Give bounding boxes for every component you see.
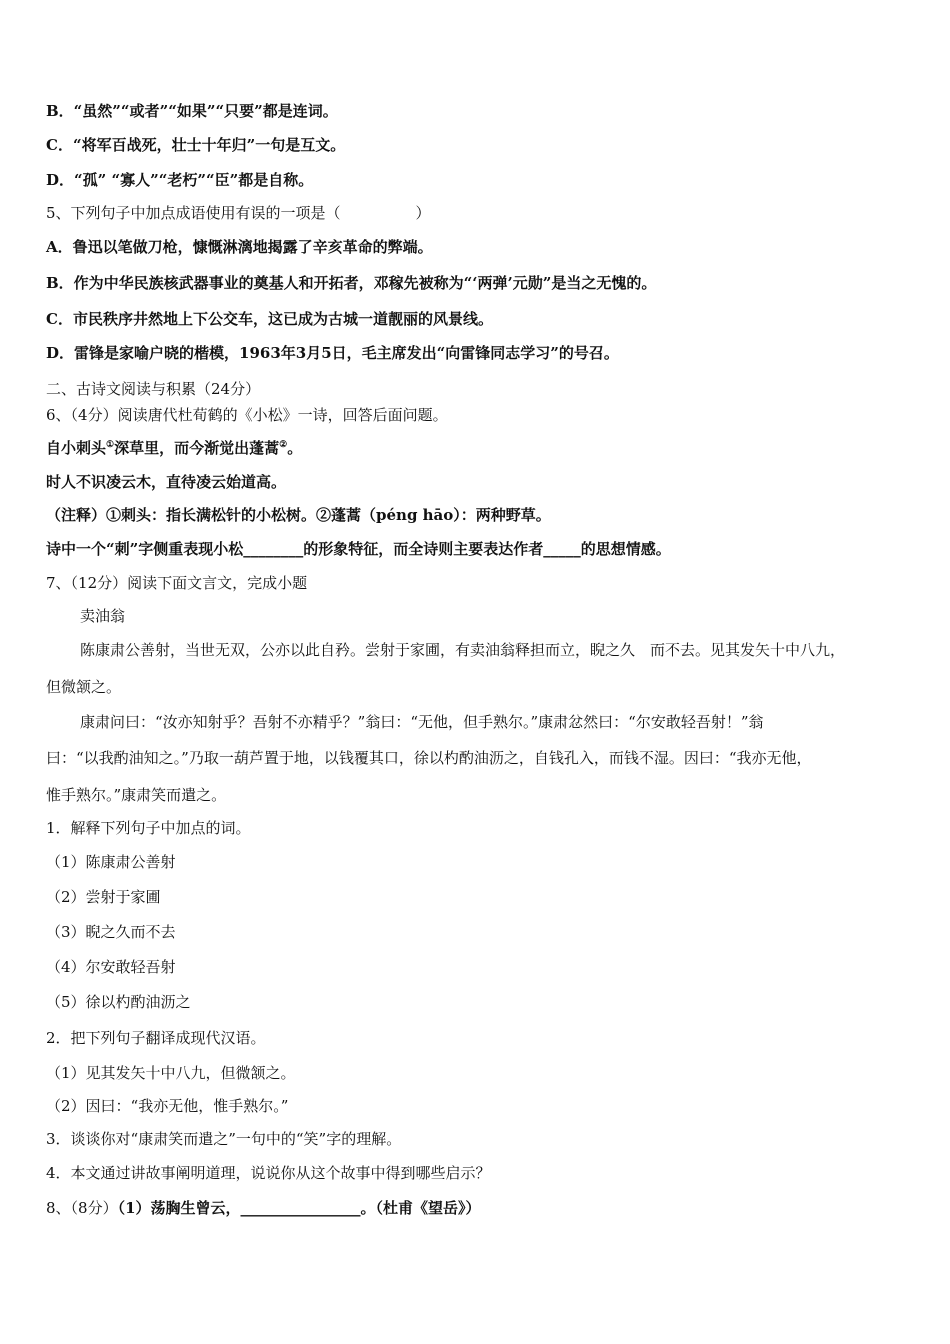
q7-passage-p1-line2: 但微颔之。 <box>46 678 122 696</box>
q7-sub1: 1．解释下列句子中加点的词。 <box>46 819 251 837</box>
q6-stem: 6、（4分）阅读唐代杜荀鹤的《小松》一诗，回答后面问题。 <box>46 406 448 424</box>
q8-line: 8、（8分）（1）荡胸生曾云，________________。（杜甫《望岳》） <box>46 1199 481 1217</box>
q7-passage-p1-line1: 陈康肃公善射，当世无双，公亦以此自矜。尝射于家圃，有卖油翁释担而立，睨之久 而不去。见其发矢十中八九， <box>80 641 846 659</box>
section2-title: 二、古诗文阅读与积累（24分） <box>46 380 261 398</box>
q5-option-a: A．鲁迅以笔做刀枪，慷慨淋漓地揭露了辛亥革命的弊端。 <box>46 238 433 256</box>
q4-option-b: B．“虽然”“或者”“如果”“只要”都是连词。 <box>46 102 338 120</box>
q7-sub2-item: （1）见其发矢十中八九，但微颔之。 <box>46 1064 296 1082</box>
q7-sub1-item: （2）尝射于家圃 <box>46 888 161 906</box>
q6-poem-line1: 自小刺头①深草里，而今渐觉出蓬蒿②。 <box>46 439 303 457</box>
q6-poem-line2: 时人不识凌云木，直待凌云始道高。 <box>46 473 287 491</box>
q5-option-c: C．市民秩序井然地上下公交车，这已成为古城一道靓丽的风景线。 <box>46 310 493 328</box>
q6-note: （注释）①刺头：指长满松针的小松树。②蓬蒿（péng hāo）：两种野草。 <box>46 506 551 524</box>
q7-passage-p2-line3: 惟手熟尔。”康肃笑而遣之。 <box>46 786 227 804</box>
q5-option-b: B．作为中华民族核武器事业的奠基人和开拓者，邓稼先被称为“‘两弹’元勋”是当之无愧的。 <box>46 274 657 292</box>
q7-passage-p2-line2: 曰：“以我酌油知之。”乃取一葫芦置于地，以钱覆其口，徐以杓酌油沥之，自钱孔入，而钱不湿。因曰：“我亦无他， <box>46 749 812 767</box>
q5-stem: 5、下列句子中加点成语使用有误的一项是（ ） <box>46 204 431 222</box>
q7-passage-p2-line1: 康肃问曰：“汝亦知射乎？吾射不亦精乎？”翁曰：“无他，但手熟尔。”康肃忿然曰：“尔安敢轻吾射！”翁 <box>80 713 764 731</box>
q5-option-d: D．雷锋是家喻户晓的楷模，1963年3月5日，毛主席发出“向雷锋同志学习”的号召。 <box>46 344 619 362</box>
q7-sub4: 4．本文通过讲故事阐明道理，说说你从这个故事中得到哪些启示？ <box>46 1164 491 1182</box>
q7-sub1-item: （4）尔安敢轻吾射 <box>46 958 176 976</box>
q7-sub2-item: （2）因曰：“我亦无他，惟手熟尔。” <box>46 1097 289 1115</box>
q7-sub1-item: （3）睨之久而不去 <box>46 923 176 941</box>
q7-stem: 7、（12分）阅读下面文言文，完成小题 <box>46 574 308 592</box>
q7-sub1-item: （5）徐以杓酌油沥之 <box>46 993 191 1011</box>
q4-option-d: D．“孤” “寡人”“老朽”“臣”都是自称。 <box>46 171 314 189</box>
q7-sub2: 2．把下列句子翻译成现代汉语。 <box>46 1029 266 1047</box>
q4-option-c: C．“将军百战死，壮士十年归”一句是互文。 <box>46 136 346 154</box>
q6-question: 诗中一个“刺”字侧重表现小松________的形象特征，而全诗则主要表达作者_____的思想情感。 <box>46 540 671 558</box>
q7-sub3: 3．谈谈你对“康肃笑而遣之”一句中的“笑”字的理解。 <box>46 1130 402 1148</box>
q7-title: 卖油翁 <box>80 607 126 625</box>
q7-sub1-item: （1）陈康肃公善射 <box>46 853 176 871</box>
